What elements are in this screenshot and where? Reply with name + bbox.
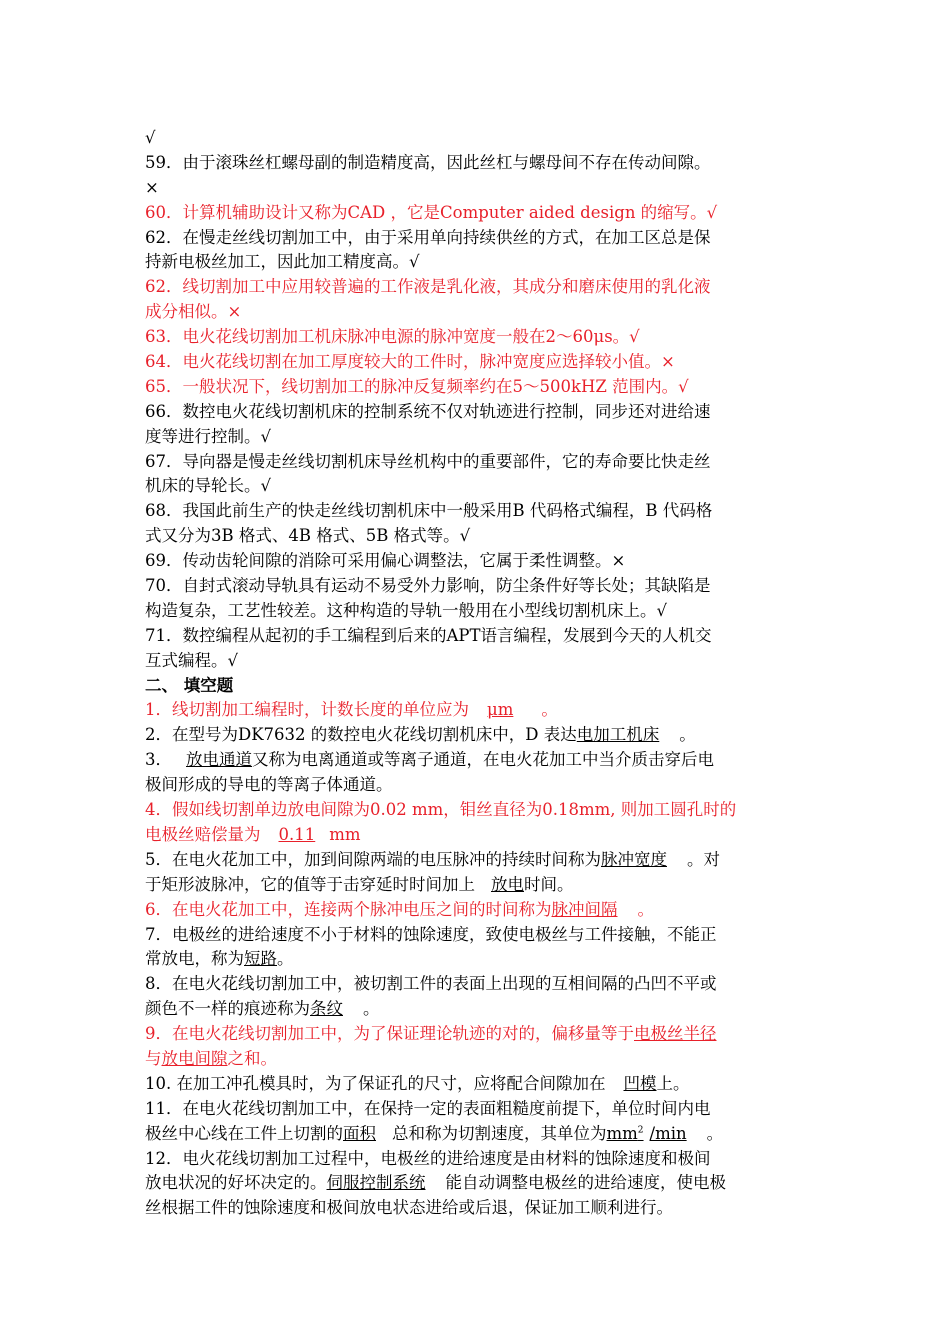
q-text: 于矩形波脉冲，它的值等于击穿延时时间加上 xyxy=(145,874,475,894)
q-text: 1．线切割加工编程时，计数长度的单位应为 xyxy=(145,700,469,720)
answer: 电极丝半径 xyxy=(634,1024,717,1044)
text-line: √ xyxy=(145,128,156,147)
q-text: 极丝中心线在工件上切割的 xyxy=(145,1123,343,1143)
text-line: 66．数控电火花线切割机床的控制系统不仅对轨迹进行控制，同步还对进给速 xyxy=(145,401,711,421)
text-line: 62．在慢走丝线切割加工中，由于采用单向持续供丝的方式，在加工区总是保 xyxy=(145,227,711,247)
fill-q10 xyxy=(145,1072,807,1097)
q-text: 。 xyxy=(706,1123,724,1143)
text-line: 70．自封式滚动导轨具有运动不易受外力影响，防尘条件好等长处；其缺陷是 xyxy=(145,576,711,596)
answer: 面积 xyxy=(343,1123,376,1143)
text-line: 构造复杂，工艺性较差。这种构造的导轨一般用在小型线切割机床上。√ xyxy=(145,600,668,620)
answer: 脉冲间隔 xyxy=(551,899,618,919)
text-line: 63．电火花线切割加工机床脉冲电源的脉冲宽度一般在2～60μs。√ xyxy=(145,327,640,347)
fill-q5-cont xyxy=(145,873,807,898)
text-line: 62．线切割加工中应用较普遍的工作液是乳化液，其成分和磨床使用的乳化液 xyxy=(145,277,711,297)
q-text: 电极丝赔偿量为 xyxy=(145,824,261,844)
text-line: 60．计算机辅助设计又称为CAD ，它是Computer aided design 的缩写。√ xyxy=(145,202,718,222)
fill-q12-cont xyxy=(145,1171,807,1196)
fill-q11: 11．在电火花线切割加工中，在保持一定的表面粗糙度前提下，单位时间内电 xyxy=(145,1098,711,1118)
fill-q4-cont xyxy=(145,823,807,848)
answer: 短路 xyxy=(244,949,277,969)
q-text: 时间。 xyxy=(524,874,574,894)
text-line: 59．由于滚珠丝杠螺母副的制造精度高，因此丝杠与螺母间不存在传动间隙。 xyxy=(145,152,711,172)
text-line: 68．我国此前生产的快走丝线切割机床中一般采用B 代码格式编程，B 代码格 xyxy=(145,501,713,521)
answer: 放电间隙 xyxy=(161,1048,228,1068)
q-text: 10. 在加工冲孔模具时，为了保证孔的尺寸，应将配合间隙加在 xyxy=(145,1073,606,1093)
answer: 0.11 xyxy=(278,824,316,844)
q-text: 3． xyxy=(145,750,172,770)
q-text: 总和称为切割速度，其单位为 xyxy=(392,1123,607,1143)
document-page xyxy=(145,126,807,1221)
answer: 放电 xyxy=(491,874,524,894)
fill-q3 xyxy=(145,748,807,773)
fill-q5 xyxy=(145,848,807,873)
text-line: 持新电极丝加工，因此加工精度高。√ xyxy=(145,252,420,272)
answer: 伺服控制系统 xyxy=(326,1173,426,1193)
fill-q12: 12．电火花线切割加工过程中，电极丝的进给速度是由材料的蚀除速度和极间 xyxy=(145,1148,711,1168)
answer: 放电通道 xyxy=(186,750,252,770)
q-text: 能自动调整电极丝的进给速度，使电极 xyxy=(445,1173,726,1193)
q-text: 颜色不一样的痕迹称为 xyxy=(145,999,310,1019)
q-text: 。 xyxy=(363,999,380,1019)
q-text: 。 xyxy=(679,725,696,745)
fill-q8-cont xyxy=(145,997,807,1022)
text-line: 64．电火花线切割在加工厚度较大的工件时，脉冲宽度应选择较小值。× xyxy=(145,352,675,372)
fill-q9 xyxy=(145,1022,807,1047)
text-line: 极间形成的导电的等离子体通道。 xyxy=(145,775,393,795)
text-line: 式又分为3B 格式、4B 格式、5B 格式等。√ xyxy=(145,526,471,546)
q-text: 放电状况的好坏决定的。 xyxy=(145,1173,327,1193)
q-text: mm xyxy=(329,824,361,844)
q-text: 。 xyxy=(277,949,294,969)
text-line: 成分相似。× xyxy=(145,302,242,322)
q-text: 5．在电火花加工中，加到间隙两端的电压脉冲的持续时间称为 xyxy=(145,849,601,869)
q-text: 9．在电火花线切割加工中，为了保证理论轨迹的对的，偏移量等于 xyxy=(145,1024,634,1044)
q-text: 又称为电离通道或等离子通道，在电火花加工中当介质击穿后电 xyxy=(252,750,714,770)
text-line: 65．一般状况下，线切割加工的脉冲反复频率约在5～500kHZ 范围内。√ xyxy=(145,376,689,396)
fill-q6 xyxy=(145,898,807,923)
text-line: 69．传动齿轮间隙的消除可采用偏心调整法，它属于柔性调整。× xyxy=(145,551,626,571)
text-line: 度等进行控制。√ xyxy=(145,426,272,446)
fill-q1 xyxy=(145,698,807,723)
text-line: 丝根据工件的蚀除速度和极间放电状态进给或后退，保证加工顺利进行。 xyxy=(145,1198,673,1218)
fill-q9-cont xyxy=(145,1047,807,1072)
fill-q7-cont xyxy=(145,947,807,972)
q-text: 与 xyxy=(145,1048,162,1068)
text-line: 互式编程。√ xyxy=(145,650,239,670)
answer: 脉冲宽度 xyxy=(601,849,667,869)
answer-unit: $mm^2$ /min xyxy=(606,1123,687,1143)
answer: 条纹 xyxy=(310,999,343,1019)
text-line: 71．数控编程从起初的手工编程到后来的APT语言编程，发展到今天的人机交 xyxy=(145,625,712,645)
q-text: 常放电，称为 xyxy=(145,949,244,969)
section-title: 二、 填空题 xyxy=(145,675,234,695)
fill-q2 xyxy=(145,723,807,748)
fill-q11-cont xyxy=(145,1122,807,1147)
q-text: 。对 xyxy=(687,849,720,869)
fill-q4: 4．假如线切割单边放电间隙为0.02 mm，钼丝直径为0.18mm, 则加工圆孔时的 xyxy=(145,800,737,820)
fill-q8: 8．在电火花线切割加工中，被切割工件的表面上出现的互相间隔的凸凹不平或 xyxy=(145,974,717,994)
q-text: 之和。 xyxy=(227,1048,277,1068)
q-text: 6．在电火花加工中，连接两个脉冲电压之间的时间称为 xyxy=(145,899,552,919)
q-text: 上。 xyxy=(656,1073,690,1093)
answer: 电加工机床 xyxy=(576,725,660,745)
q-text: 。 xyxy=(541,700,558,720)
q-text: 。 xyxy=(637,899,654,919)
text-line: 67．导向器是慢走丝线切割机床导丝机构中的重要部件，它的寿命要比快走丝 xyxy=(145,451,711,471)
text-line: × xyxy=(145,177,159,197)
answer: 凹模 xyxy=(623,1073,657,1093)
text-line: 机床的导轮长。√ xyxy=(145,476,272,496)
fill-q7: 7．电极丝的进给速度不小于材料的蚀除速度，致使电极丝与工件接触，不能正 xyxy=(145,924,717,944)
q-text: 2．在型号为DK7632 的数控电火花线切割机床中，D 表达 xyxy=(145,725,577,745)
answer: μm xyxy=(487,700,514,720)
